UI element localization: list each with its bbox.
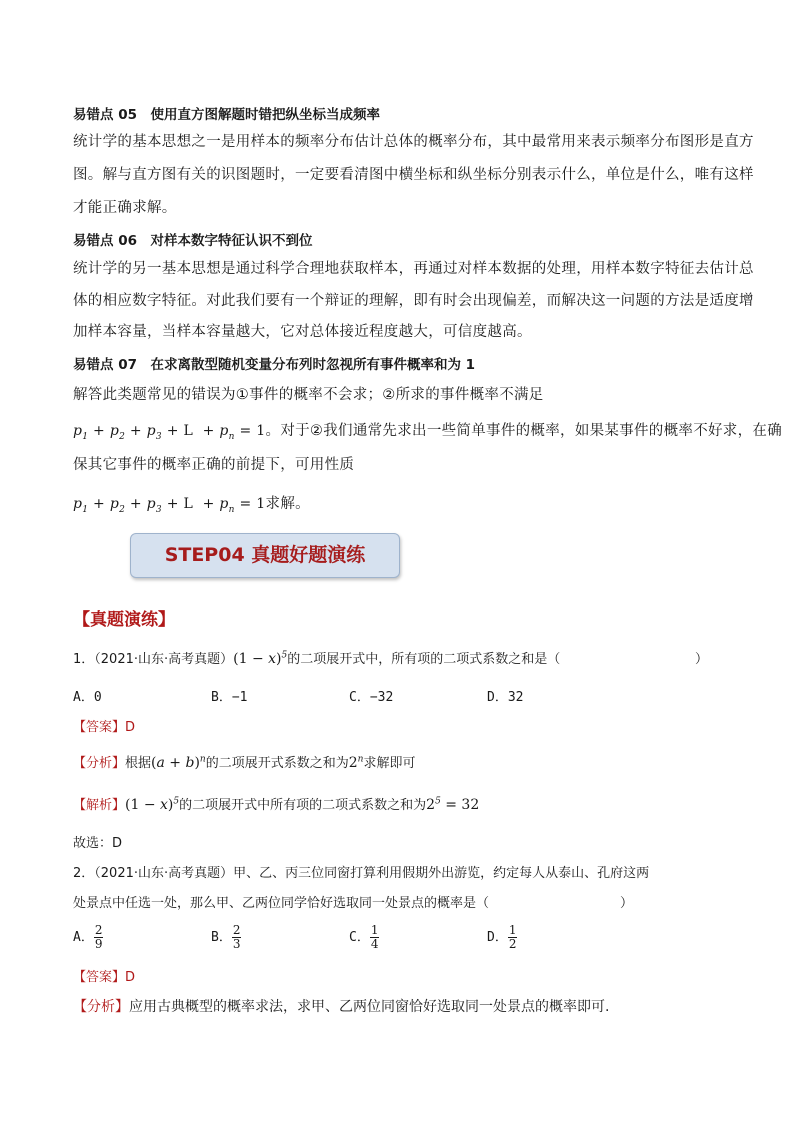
option-b: B．−1: [211, 690, 248, 705]
analysis-line: [73, 752, 415, 771]
analysis-line: [73, 996, 609, 1016]
step-banner-text: STEP04 真题好题演练: [164, 544, 366, 566]
solution-result: $2^5 = 32$: [426, 796, 480, 813]
question-1-close: ）: [695, 652, 709, 667]
answer-value: D: [125, 970, 136, 985]
section-05-title: 易错点 05 使用直方图解题时错把纵坐标当成频率: [73, 107, 380, 123]
paragraph-line: 解答此类题常见的错误为①事件的概率不会求；②所求的事件概率不满足: [73, 387, 544, 403]
answer-tag: 【答案】: [73, 720, 126, 735]
section-heading: 【真题演练】: [73, 610, 175, 630]
section-07-title: 易错点 07 在求离散型随机变量分布列时忽视所有事件概率和为 1: [73, 357, 476, 373]
answer-line: [73, 966, 135, 985]
paragraph-line: 加样本容量，当样本容量越大，它对总体接近程度越大，可信度越高。: [73, 324, 532, 340]
question-1-prefix: 1．（2021·山东·高考真题）: [73, 652, 234, 667]
analysis-post: 求解即可: [363, 756, 416, 771]
analysis-tag: 【分析】: [73, 999, 129, 1015]
fraction: $\frac{1}{2}$: [508, 923, 517, 951]
paragraph-line: 保其它事件的概率正确的前提下，可用性质: [73, 457, 355, 473]
option-b: B． $\frac{2}{3}$: [211, 923, 241, 951]
choose-line: 故选：D: [73, 836, 123, 851]
answer-line: [73, 716, 135, 735]
question-1-stem-tail: 的二项展开式中，所有项的二项式系数之和是（: [287, 652, 561, 667]
question-1-stem: [73, 648, 560, 667]
fraction: $\frac{1}{4}$: [370, 923, 379, 951]
fraction: $\frac{2}{9}$: [94, 923, 103, 951]
option-a: A． $\frac{2}{9}$: [73, 923, 103, 951]
paragraph-line: 统计学的基本思想之一是用样本的频率分布估计总体的概率分布，其中最常用来表示频率分布图形是直方: [73, 134, 754, 150]
option-d: D．32: [487, 690, 524, 705]
formula-line: [73, 421, 782, 447]
option-a: A．0: [73, 690, 102, 705]
formula-line: [73, 494, 310, 520]
question-2-line-1: 2．（2021·山东·高考真题）甲、乙、丙三位同窗打算利用假期外出游览，约定每人从泰山、孔府这两: [73, 866, 650, 881]
solution-line: [73, 794, 479, 813]
sum-formula: $p_1 + p_2 + p_3 + L + p_n = 1$: [73, 496, 266, 515]
answer-value: D: [125, 720, 136, 735]
option-c: C． $\frac{1}{4}$: [349, 923, 379, 951]
section-06-title: 易错点 06 对样本数字特征认识不到位: [73, 233, 313, 249]
analysis-pre: 根据: [125, 756, 152, 771]
option-c: C．−32: [349, 690, 394, 705]
option-d: D． $\frac{1}{2}$: [487, 923, 517, 951]
sum-formula: $p_1 + p_2 + p_3 + L + p_n = 1$: [73, 423, 266, 442]
question-2-line-2: 处景点中任选一处，那么甲、乙两位同学恰好选取同一处景点的概率是（: [73, 896, 490, 911]
formula-tail: 。对于②我们通常先求出一些简单事件的概率，如果某事件的概率不好求，在确: [265, 423, 783, 439]
answer-tag: 【答案】: [73, 970, 126, 985]
binomial-expression: $(1 - x)^5$: [125, 796, 180, 813]
fraction: $\frac{2}{3}$: [232, 923, 241, 951]
binomial-general: $(a + b)^n$: [151, 754, 206, 771]
solution-tag: 【解析】: [73, 798, 126, 813]
analysis-tag: 【分析】: [73, 756, 126, 771]
binomial-expression: $(1 - x)^5$: [233, 650, 288, 667]
paragraph-line: 才能正确求解。: [73, 200, 177, 216]
solution-text: 的二项展开式中所有项的二项式系数之和为: [179, 798, 427, 813]
question-2-close: ）: [620, 896, 634, 911]
analysis-text: 应用古典概型的概率求法，求甲、乙两位同窗恰好选取同一处景点的概率即可.: [129, 999, 610, 1015]
power-of-two: 2$^n$: [348, 754, 364, 771]
paragraph-line: 图。解与直方图有关的识图题时，一定要看清图中横坐标和纵坐标分别表示什么，单位是什么，唯有这样: [73, 167, 754, 183]
paragraph-line: 体的相应数字特征。对此我们要有一个辩证的理解，即有时会出现偏差，而解决这一问题的方法是适度增: [73, 293, 754, 309]
formula-tail: 求解。: [265, 496, 310, 512]
step-banner: [130, 533, 400, 578]
analysis-mid: 的二项展开式系数之和为: [205, 756, 349, 771]
paragraph-line: 统计学的另一基本思想是通过科学合理地获取样本，再通过对样本数据的处理，用样本数字特征去估计总: [73, 261, 754, 277]
